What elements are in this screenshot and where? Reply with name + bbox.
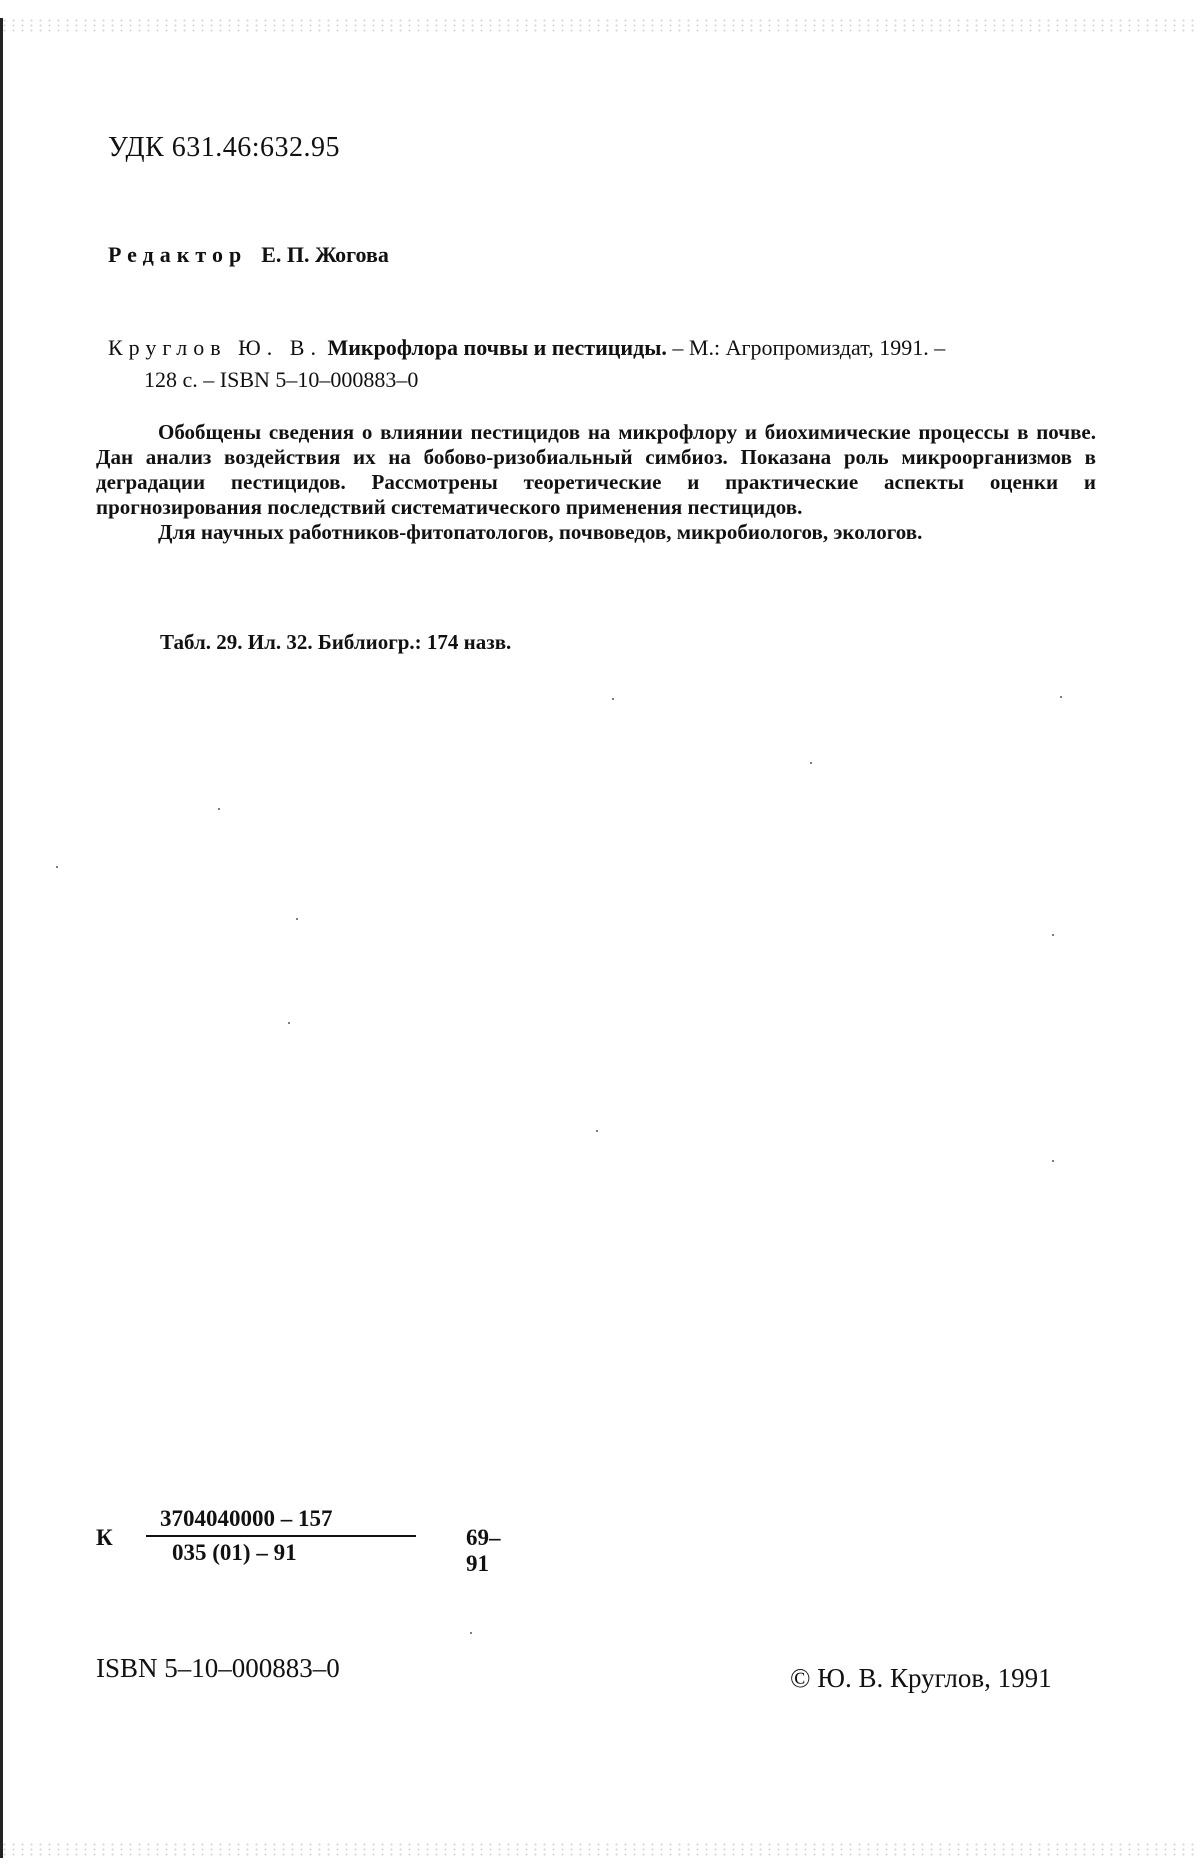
scan-speck	[1052, 1160, 1054, 1162]
editor-role: Редактор	[108, 242, 248, 267]
annotation-paragraph-1: Обобщены сведения о влиянии пестицидов на микрофлору и биохимические процессы в почве. Дан анализ воздействия их на бобово-ризобиальный симбиоз. Показана роль микроорганизмов в деградации пестицидов. Рассмотрены теоретические и практические аспекты оценки и прогнозирования последствий систематического применения пестицидов.	[96, 420, 1096, 519]
scan-speck	[296, 918, 298, 920]
index-numerator: 3704040000 – 157	[160, 1506, 333, 1531]
biblio-author: Круглов Ю. В.	[108, 335, 322, 360]
annotation	[96, 420, 1096, 545]
udk-code: УДК 631.46:632.95	[108, 132, 341, 163]
bibliographic-record	[108, 332, 1098, 396]
scan-speck	[612, 698, 614, 700]
copyright: © Ю. В. Круглов, 1991	[790, 1663, 1052, 1693]
index-letter: К	[96, 1525, 113, 1550]
index-suffix: 69–91	[466, 1525, 501, 1576]
editor-line	[108, 242, 389, 268]
biblio-pages-isbn: 128 с. – ISBN 5–10–000883–0	[144, 367, 419, 392]
index-denominator: 035 (01) – 91	[172, 1540, 297, 1565]
isbn: ISBN 5–10–000883–0	[96, 1653, 340, 1683]
scan-speck	[1060, 696, 1062, 698]
scan-speck	[596, 1130, 598, 1132]
biblio-imprint: – М.: Агропромиздат, 1991. –	[672, 335, 946, 360]
scan-speck	[288, 1022, 290, 1024]
scan-speck	[56, 866, 58, 868]
scan-speck	[1052, 934, 1054, 936]
scan-speck	[470, 1632, 472, 1634]
bibliographic-stats: Табл. 29. Ил. 32. Библиогр.: 174 назв.	[160, 630, 512, 654]
scan-edge	[0, 18, 3, 1858]
scan-noise-bottom	[0, 1842, 1200, 1856]
scan-speck	[218, 808, 220, 810]
index-fraction	[126, 1503, 446, 1569]
editor-name: Е. П. Жогова	[261, 242, 389, 267]
scan-speck	[810, 762, 812, 764]
biblio-title: Микрофлора почвы и пестициды.	[327, 335, 667, 360]
scan-noise-top	[0, 18, 1200, 32]
annotation-paragraph-2: Для научных работников-фитопатологов, почвоведов, микробиологов, экологов.	[158, 520, 923, 544]
